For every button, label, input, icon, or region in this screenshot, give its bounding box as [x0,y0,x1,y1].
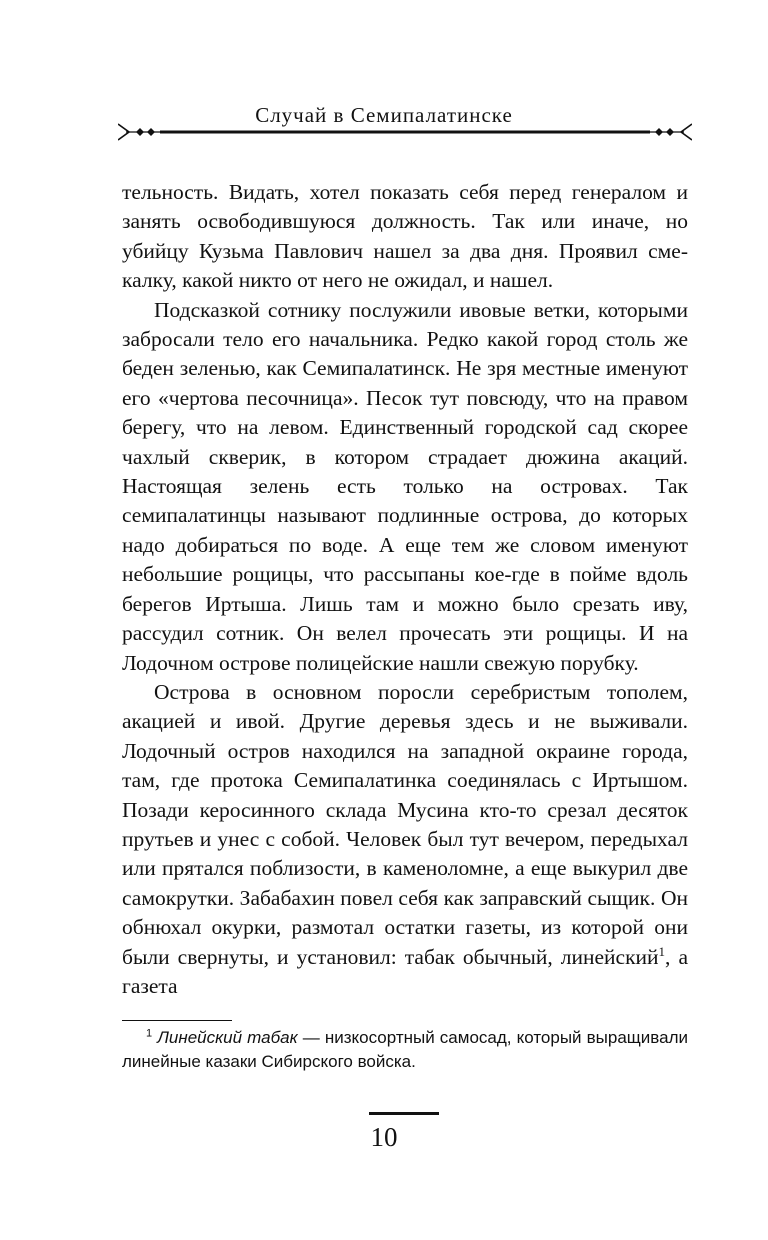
footnote [122,1026,688,1074]
paragraph-3-text: Острова в основном поросли серебристым тополем, акацией и ивой. Другие деревья здесь и не выживали. Лодочный остров находился на западной окраине города, там, где протока Семипалатинка соединялась с Иртышом. Позади керосинного склада Мусина кто-то срезал десяток прутьев и унес с собой. Человек был тут вечером, передыхал или прятался поблизости, в каменоломне, а еще выкурил две самокрутки. Забабахин повел себя как заправский сыщик. Он обнюхал окурки, размотал остатки газеты, из которой они были свернуты, и установил: табак обычный, линейский [122,679,688,969]
paragraph-3 [122,678,688,1001]
running-title: Случай в Семипалатинске [255,103,513,127]
paragraph-1: тельность. Видать, хотел показать себя перед генералом и занять освободившуюся должность. Так или иначе, но убийцу Кузьма Павлович нашел за два дня. Проявил смекалку, какой никто от него не ожидал, и нашел. [122,180,688,293]
header-ornament-rule [118,120,692,144]
body-text [122,178,688,1001]
footnote-marker: 1 [146,1027,153,1040]
paragraph-2: Подсказкой сотнику послужили ивовые ветки, которыми забросали тело его начальника. Редко какой город столь же беден зеленью, как Семипалатинск. Не зря местные именуют его «чертова песочница». Песок тут повсюду, что на правом берегу, что на левом. Единственный городской сад скорее чахлый скверик, в котором страдает дюжина акаций. Настоящая зелень есть только на островах. Так семипалатинцы называют подлинные острова, до которых надо добираться по воде. А еще тем же словом именуют небольшие рощицы, что рассыпаны кое-где в пойме вдоль берегов Иртыша. Лишь там и можно было срезать иву, рассудил сотник. Он велел прочесать эти рощицы. И на Лодочном острове полицейские нашли свежую порубку. [122,297,688,675]
page-number: 10 [370,1122,398,1152]
footnote-reference[interactable]: 1 [658,943,666,959]
footnote-text: — низкосортный самосад, который выращивали линейные казаки Сибирского войска. [122,1028,688,1071]
footnote-term: Линейский табак [157,1028,298,1047]
footnote-separator [122,1020,232,1021]
page-number-rule [369,1112,439,1115]
paragraph-3-tail: , а газета [122,944,689,998]
